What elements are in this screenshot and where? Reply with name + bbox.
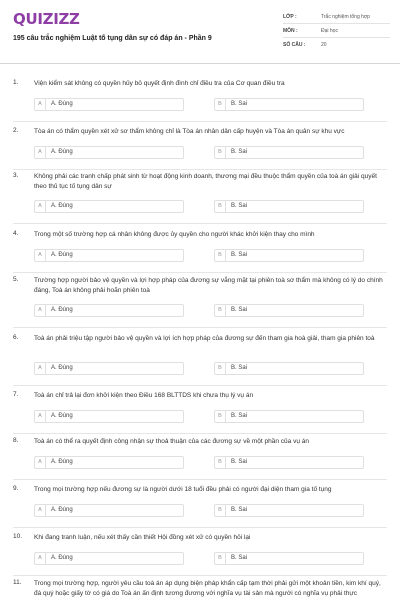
question-text: Trong mọi trường hợp, người yêu cầu toà án áp dụng biện pháp khẩn cấp tạm thời phải gửi một khoản tiền, kim khí quý, đá quý hoặc giấy tờ có giá do Toà án ấn định tương đương với nghĩa vụ tài sản mà người có nghĩa vụ phải thực — [34, 580, 381, 597]
option-b[interactable] — [214, 98, 364, 111]
option-letter: B — [215, 411, 226, 422]
question-number: 3. — [13, 172, 19, 179]
option-b[interactable] — [214, 504, 364, 517]
option-letter: A — [35, 553, 46, 564]
option-a[interactable] — [34, 362, 184, 375]
question-number: 5. — [13, 276, 19, 283]
option-a-label: A. Đúng — [51, 252, 73, 258]
option-a[interactable] — [34, 98, 184, 111]
option-a[interactable] — [34, 456, 184, 469]
meta-label: LỚP : — [283, 13, 297, 20]
option-letter: B — [215, 201, 226, 212]
question-divider — [13, 433, 387, 434]
option-letter: A — [35, 457, 46, 468]
option-b[interactable] — [214, 410, 364, 423]
option-letter: B — [215, 99, 226, 110]
question-number: 7. — [13, 391, 19, 398]
option-b[interactable] — [214, 249, 364, 262]
option-letter: A — [35, 99, 46, 110]
option-b[interactable] — [214, 362, 364, 375]
option-a[interactable] — [34, 552, 184, 565]
option-b[interactable] — [214, 200, 364, 213]
question-text: Viện kiểm sát không có quyền hủy bỏ quyết định đình chỉ điều tra của Cơ quan điều tra — [34, 80, 285, 87]
option-b[interactable] — [214, 456, 364, 469]
option-letter: A — [35, 411, 46, 422]
option-a-label: A. Đúng — [51, 203, 73, 209]
question-divider — [13, 527, 387, 528]
option-letter: B — [215, 363, 226, 374]
question-number: 4. — [13, 230, 19, 237]
question-text: Khi đang tranh luận, nếu xét thấy cần thiết Hội đồng xét xử có quyền hỏi lại — [34, 534, 251, 541]
header-divider — [0, 63, 400, 64]
option-b-label: B. Sai — [231, 101, 248, 107]
option-b[interactable] — [214, 146, 364, 159]
question-divider — [13, 575, 387, 576]
option-b-label: B. Sai — [231, 555, 248, 561]
option-b[interactable] — [214, 552, 364, 565]
option-b-label: B. Sai — [231, 507, 248, 513]
option-letter: B — [215, 553, 226, 564]
option-a[interactable] — [34, 410, 184, 423]
meta-table — [283, 10, 390, 52]
option-a-label: A. Đúng — [51, 307, 73, 313]
option-letter: A — [35, 250, 46, 261]
option-a-label: A. Đúng — [51, 101, 73, 107]
question-number: 10. — [13, 533, 23, 540]
question-text: Trường hợp người bảo vệ quyền và lợi hợp pháp của đương sự vắng mặt tại phiên toà sơ thẩm mà không có lý do chính đáng, Toà án không phải hoãn phiên toà — [34, 277, 383, 294]
question-text: Không phải các tranh chấp phát sinh từ hoạt động kinh doanh, thương mại đều thuộc thẩm quyền của toà án giải quyết theo thủ tục tố tụng dân sự — [34, 173, 377, 190]
question-text: Trong mọi trường hợp nếu đương sự là người dưới 18 tuổi đều phải có người đại diện tham gia tố tụng — [34, 486, 332, 493]
option-b-label: B. Sai — [231, 252, 248, 258]
meta-row-subject — [283, 24, 390, 38]
option-b-label: B. Sai — [231, 459, 248, 465]
question-number: 9. — [13, 485, 19, 492]
question-text: Tòa án có thẩm quyền xét xử sơ thẩm không chỉ là Tòa án nhân dân cấp huyện và Tòa án quân sự khu vực — [34, 128, 345, 135]
document-title: 195 câu trắc nghiệm Luật tố tụng dân sự có đáp án - Phần 9 — [13, 35, 212, 42]
option-a[interactable] — [34, 304, 184, 317]
question-divider — [13, 272, 387, 273]
option-b-label: B. Sai — [231, 149, 248, 155]
option-a-label: A. Đúng — [51, 555, 73, 561]
question-divider — [13, 223, 387, 224]
question-number: 11. — [13, 579, 22, 586]
option-letter: B — [215, 457, 226, 468]
question-divider — [13, 169, 387, 170]
option-a[interactable] — [34, 504, 184, 517]
question-number: 8. — [13, 437, 19, 444]
meta-value: 20 — [321, 42, 327, 48]
meta-value: Trắc nghiệm tổng hợp — [321, 13, 370, 20]
option-a[interactable] — [34, 249, 184, 262]
option-a[interactable] — [34, 146, 184, 159]
question-divider — [13, 327, 387, 328]
option-a-label: A. Đúng — [51, 459, 73, 465]
option-a-label: A. Đúng — [51, 149, 73, 155]
question-text: Toà án phải triệu tập người bảo vệ quyền và lợi ích hợp pháp của đương sự đến tham gia hoà giải, tham gia phiên toà — [34, 335, 375, 342]
option-a-label: A. Đúng — [51, 365, 73, 371]
option-a-label: A. Đúng — [51, 507, 73, 513]
question-number: 1. — [13, 79, 19, 86]
option-letter: A — [35, 201, 46, 212]
option-b-label: B. Sai — [231, 203, 248, 209]
option-letter: A — [35, 147, 46, 158]
question-number: 2. — [13, 127, 19, 134]
option-b-label: B. Sai — [231, 307, 248, 313]
option-letter: A — [35, 363, 46, 374]
option-a-label: A. Đúng — [51, 413, 73, 419]
question-text: Toà án chỉ trả lại đơn khởi kiện theo Điều 168 BLTTDS khi chưa thụ lý vụ án — [34, 392, 254, 399]
option-letter: A — [35, 505, 46, 516]
question-number: 6. — [13, 334, 19, 341]
option-b-label: B. Sai — [231, 365, 248, 371]
question-divider — [13, 385, 387, 386]
meta-label: MÔN : — [283, 27, 298, 34]
question-text: Toà án có thể ra quyết định công nhận sự thoả thuận của các đương sự về một phần của vụ án — [34, 438, 309, 445]
question-divider — [13, 479, 387, 480]
option-letter: B — [215, 305, 226, 316]
meta-row-count — [283, 38, 390, 52]
option-letter: A — [35, 305, 46, 316]
option-b-label: B. Sai — [231, 413, 248, 419]
meta-label: SỐ CÂU : — [283, 42, 306, 48]
meta-row-class — [283, 10, 390, 24]
option-letter: B — [215, 505, 226, 516]
question-divider — [13, 121, 387, 122]
question-text: Trong một số trường hợp cá nhân không được ủy quyền cho người khác khởi kiện thay cho mình — [34, 231, 315, 238]
quizizz-logo: QUIZIZZ — [13, 10, 80, 28]
option-letter: B — [215, 147, 226, 158]
meta-value: Đại học — [321, 27, 338, 34]
option-letter: B — [215, 250, 226, 261]
option-b[interactable] — [214, 304, 364, 317]
option-a[interactable] — [34, 200, 184, 213]
document-header — [0, 0, 400, 62]
